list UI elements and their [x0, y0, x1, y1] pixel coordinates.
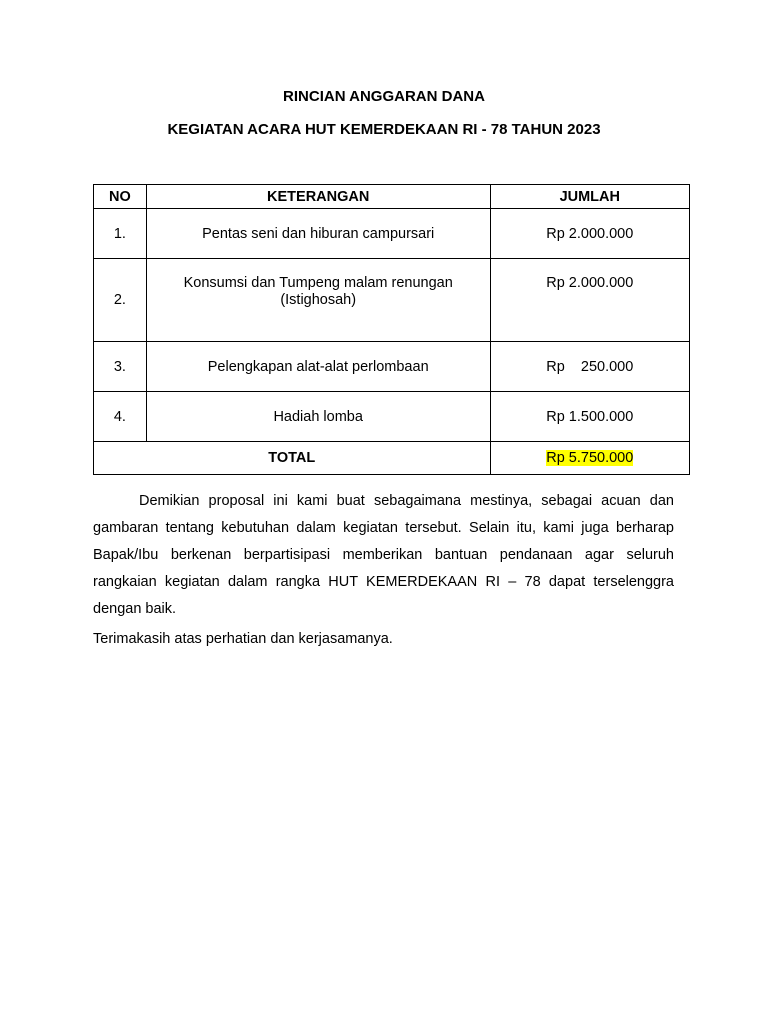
total-value-cell	[490, 442, 689, 475]
closing-paragraph: Demikian proposal ini kami buat sebagaimana mestinya, sebagai acuan dan gambaran tentang kebutuhan dalam kegiatan tersebut. Selain itu, kami juga berharap Bapak/Ibu berkenan berpartisipasi memberikan bantuan pendanaan agar seluruh rangkaian kegiatan dalam rangka HUT KEMERDEKAAN RI – 78 dapat terselenggra dengan baik.	[93, 493, 674, 617]
total-label: TOTAL	[94, 442, 491, 475]
row-jumlah: Rp 250.000	[490, 342, 689, 392]
row-keterangan: Hadiah lomba	[146, 392, 490, 442]
header-no: NO	[94, 185, 147, 209]
table-row	[94, 209, 690, 259]
row-jumlah: Rp 2.000.000	[490, 259, 689, 342]
row-keterangan: Pentas seni dan hiburan campursari	[146, 209, 490, 259]
row-keterangan: Konsumsi dan Tumpeng malam renungan (Istighosah)	[146, 259, 490, 342]
row-no: 3.	[94, 342, 147, 392]
table-row	[94, 392, 690, 442]
document-subtitle: KEGIATAN ACARA HUT KEMERDEKAAN RI - 78 TAHUN 2023	[167, 121, 601, 138]
table-total-row	[94, 442, 690, 475]
thanks-paragraph: Terimakasih atas perhatian dan kerjasamanya.	[93, 631, 393, 647]
table-header-row	[94, 185, 690, 209]
table-row	[94, 259, 690, 342]
document-title: RINCIAN ANGGARAN DANA	[283, 88, 485, 105]
row-jumlah: Rp 2.000.000	[490, 209, 689, 259]
header-keterangan: KETERANGAN	[146, 185, 490, 209]
row-jumlah: Rp 1.500.000	[490, 392, 689, 442]
row-no: 1.	[94, 209, 147, 259]
total-value: Rp 5.750.000	[546, 450, 634, 466]
row-keterangan: Pelengkapan alat-alat perlombaan	[146, 342, 490, 392]
row-no: 2.	[94, 259, 147, 342]
table-row	[94, 342, 690, 392]
header-jumlah: JUMLAH	[490, 185, 689, 209]
row-no: 4.	[94, 392, 147, 442]
budget-table	[93, 184, 690, 475]
